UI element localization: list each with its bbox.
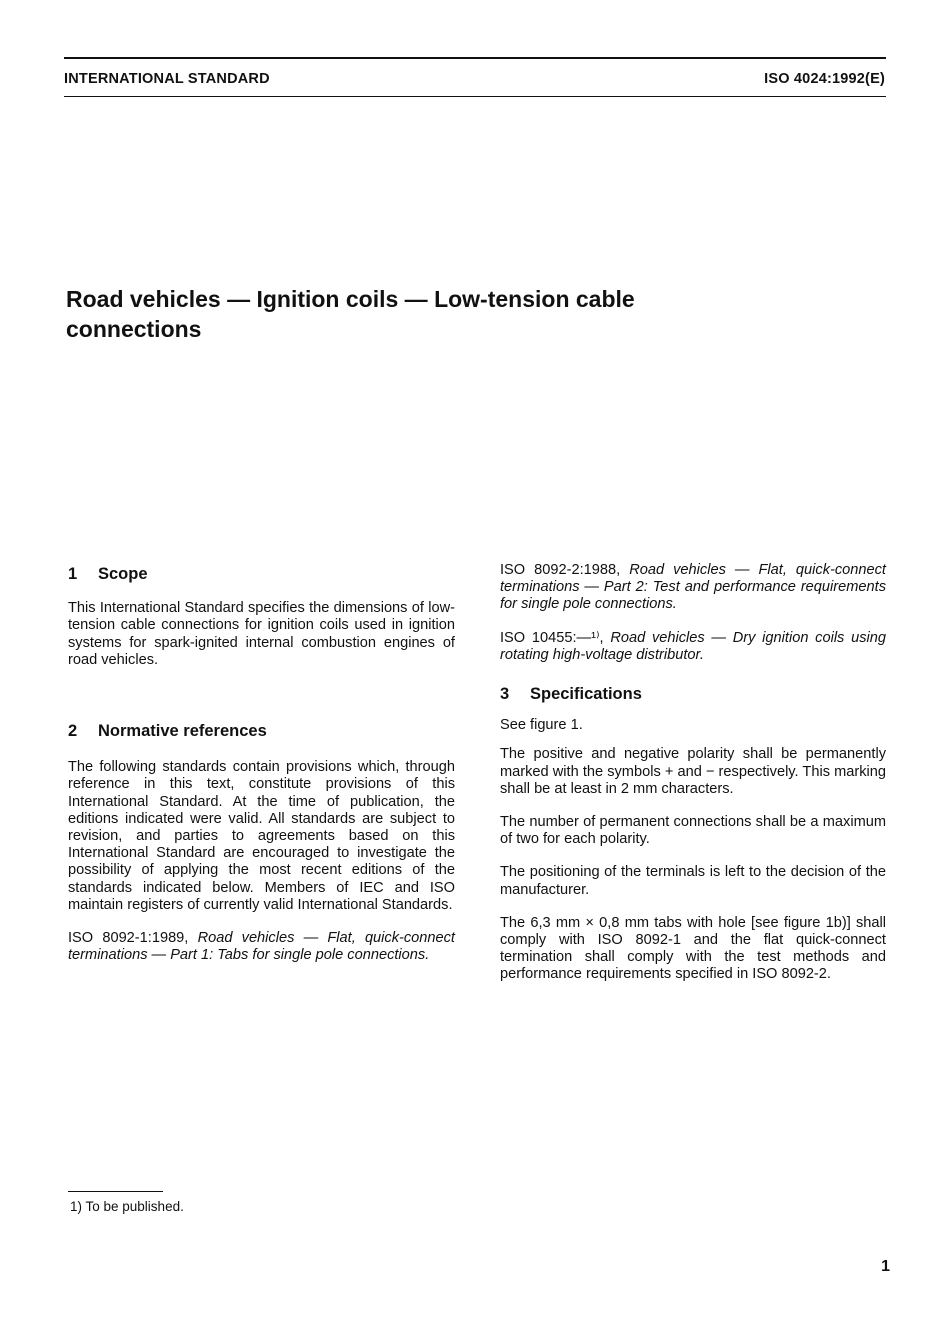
reference-iso-8092-2 bbox=[500, 562, 886, 614]
scope-heading bbox=[68, 566, 455, 583]
document-title bbox=[66, 284, 826, 344]
normative-title: Normative references bbox=[98, 722, 267, 741]
right-column bbox=[500, 562, 886, 1000]
spec-paragraph: The 6,3 mm × 0,8 mm tabs with hole [see figure 1b)] shall comply with ISO 8092-1 and the flat quick-connect termination shall comply with the test methods and performance requirements specified in ISO 8092-2. bbox=[500, 914, 886, 983]
footnote: 1) To be published. bbox=[70, 1199, 184, 1214]
specifications-number: 3 bbox=[500, 685, 510, 704]
reference-code: ISO 10455:—¹⁾, bbox=[500, 629, 604, 646]
reference-title: Road vehicles — Dry ignition coils using rotating high-voltage distributor. bbox=[500, 629, 886, 663]
scope-title: Scope bbox=[98, 565, 148, 583]
header-document-type: INTERNATIONAL STANDARD bbox=[64, 71, 270, 87]
spec-paragraph: The number of permanent connections shall be a maximum of two for each polarity. bbox=[500, 814, 886, 848]
header-bottom-rule bbox=[64, 96, 886, 97]
reference-code: ISO 8092-2:1988, bbox=[500, 562, 621, 578]
header-standard-number: ISO 4024:1992(E) bbox=[764, 71, 885, 87]
reference-iso-8092-1 bbox=[68, 930, 455, 964]
footnote-rule bbox=[68, 1191, 163, 1192]
header-top-rule bbox=[64, 57, 886, 59]
reference-code: ISO 8092-1:1989, bbox=[68, 930, 189, 947]
spec-paragraph: See figure 1. bbox=[500, 717, 583, 734]
left-column bbox=[68, 566, 455, 980]
scope-number: 1 bbox=[68, 565, 78, 583]
title-line-2: connections bbox=[66, 316, 202, 342]
spec-paragraph: The positioning of the terminals is left to the decision of the manufacturer. bbox=[500, 864, 886, 898]
page-number: 1 bbox=[881, 1258, 890, 1275]
reference-title: Road vehicles — Flat, quick-connect terminations — Part 2: Test and performance requirements for single pole connections. bbox=[500, 562, 886, 613]
title-line-1: Road vehicles — Ignition coils — Low-tension cable bbox=[66, 286, 635, 312]
normative-heading bbox=[68, 723, 455, 740]
spec-paragraph: The positive and negative polarity shall be permanently marked with the symbols + and − respectively. This marking shall be at least in 2 mm characters. bbox=[500, 746, 886, 797]
reference-iso-10455 bbox=[500, 630, 886, 664]
scope-text: This International Standard specifies the dimensions of low-tension cable connections for ignition coils used in ignition systems for spark-ignited internal combustion engines of road vehicles. bbox=[68, 600, 455, 668]
normative-text: The following standards contain provisions which, through reference in this text, constitute provisions of this International Standard. At the time of publication, the editions indicated were valid. All standards are subject to revision, and parties to agreements based on this International Standard are encouraged to investigate the possibility of applying the most recent editions of the standards indicated below. Members of IEC and ISO maintain registers of currently valid International Standards. bbox=[68, 759, 455, 913]
specifications-heading bbox=[500, 686, 886, 703]
normative-number: 2 bbox=[68, 722, 78, 741]
specifications-title: Specifications bbox=[530, 685, 642, 704]
reference-title: Road vehicles — Flat, quick-connect terminations — Part 1: Tabs for single pole connections. bbox=[68, 930, 455, 964]
